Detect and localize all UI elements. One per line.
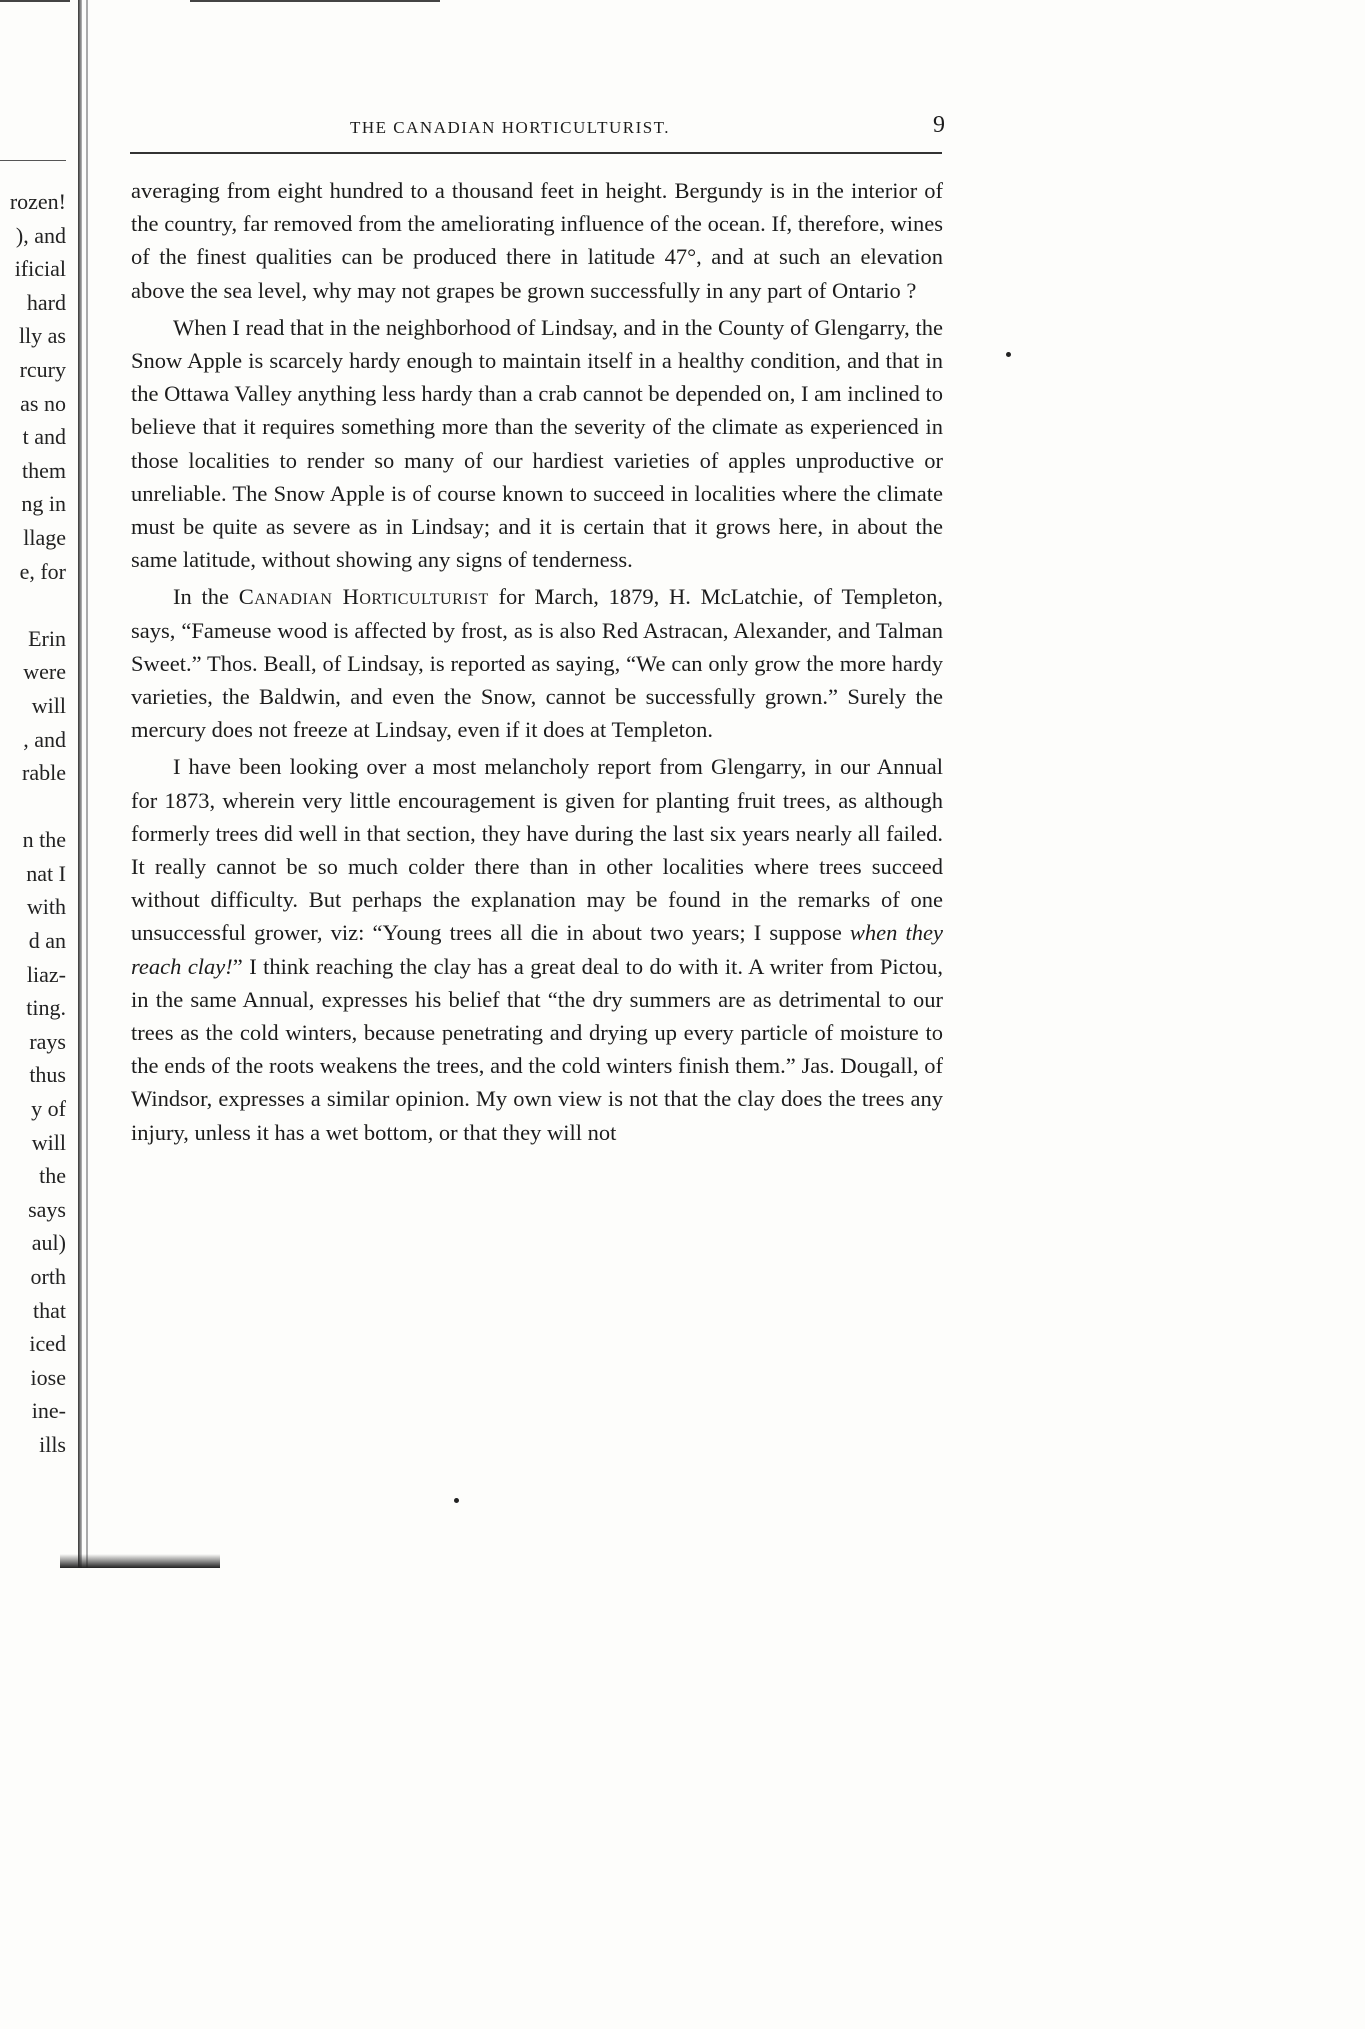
left-page-fragment: ng in [21, 491, 66, 517]
paragraph-text: for March, 1879, H. McLatchie, of Templeton, says, “Fameuse wood is affected by frost, as is also Red Astracan, Alexander, and Talman Sweet.” Thos. Beall, of Lindsay, is reported as saying, “We can only grow the more hardy varieties, the Baldwin, and even the Snow, cannot be successfully grown.” Surely the mercury does not freeze at Lindsay, even if it does at Templeton. [131, 584, 944, 743]
left-page-fragment: will [31, 1129, 66, 1155]
left-page-fragment: t and [22, 424, 66, 450]
left-page-fragment: ills [39, 1431, 66, 1457]
left-page-fragment: nat I [26, 860, 66, 886]
top-edge-rule-left [0, 0, 70, 2]
left-page-fragment: rable [22, 760, 66, 786]
paragraph-snow-apple: When I read that in the neighborhood of Lindsay, and in the County of Glengarry, the Snow Apple is scarcely hardy enough to maintain itself in a healthy condition, and that in the Ottawa Valley anything less hardy than a crab cannot be depended on, I am inclined to believe that it requires something more than the severity of the climate as experienced in those localities to render so many of our hardiest varieties of apples unproductive or unreliable. The Snow Apple is of course known to succeed in localities where the climate must be quite as severe as in Lindsay; and it is certain that it grows here, in about the same latitude, without showing any signs of tenderness. [131, 314, 943, 573]
left-page-fragment: the [39, 1163, 66, 1189]
left-page-fragment: liaz- [26, 961, 66, 987]
left-page-fragment: ), and [15, 222, 66, 248]
left-page-fragment: iose [30, 1364, 66, 1390]
left-page-fragment [0, 790, 66, 824]
page-number: 9 [933, 112, 945, 138]
left-page-fragment [0, 588, 66, 622]
left-page-fragment: thus [29, 1062, 66, 1088]
left-page-fragment: rcury [19, 356, 66, 382]
stray-ink-dot [1006, 352, 1011, 357]
left-page-rule [0, 160, 66, 161]
left-page-fragment: iced [29, 1331, 66, 1357]
left-page-fragment: llage [23, 524, 66, 550]
left-page-fragment: e, for [19, 558, 66, 584]
left-page-fragment: will [31, 692, 66, 718]
journal-title: Canadian Horticulturist [238, 584, 489, 610]
left-page-fragment: them [22, 457, 66, 483]
emphasized-quote: when they reach clay! [131, 920, 943, 979]
paragraph-text: In the [173, 584, 239, 610]
left-page-fragment: Erin [28, 625, 66, 651]
paragraph-text: I have been looking over a most melancholy report from Glengarry, in our Annual for 1873, wherein very little encouragement is given for planting fruit trees, as although formerly trees did well in that section, they have during the last six years nearly all failed. It really cannot be so much colder there than in other localities where trees succeed without difficulty. But perhaps the explanation may be found in the remarks of one unsuccessful grower, viz: “Young trees all die in about two years; I suppose [131, 754, 943, 946]
left-page-fragment: y of [31, 1096, 66, 1122]
left-page-fragments [0, 185, 66, 1462]
body-text [131, 174, 943, 1153]
left-page-fragment: rays [29, 1028, 66, 1054]
top-edge-rule-center [190, 0, 440, 2]
book-gutter-edge-inner [86, 0, 88, 1568]
binding-shadow [60, 1554, 220, 1568]
left-page-fragment: d an [28, 928, 66, 954]
left-page-fragment: with [26, 894, 66, 920]
book-gutter-edge [78, 0, 82, 1568]
header-rule [130, 152, 942, 154]
paragraph-mclatchie [131, 580, 943, 746]
left-page-fragment: orth [30, 1264, 66, 1289]
paragraph-glengarry [131, 750, 943, 1148]
left-page-fragment: lly as [18, 323, 66, 349]
stray-ink-dot [454, 1498, 459, 1503]
left-page-fragment: ine- [31, 1398, 66, 1424]
left-page-fragment: rozen! [9, 189, 66, 214]
left-page-fragment: says [28, 1196, 66, 1222]
left-page-fragment: , and [23, 726, 66, 752]
paragraph-text: ” I think reaching the clay has a great deal to do with it. A writer from Pictou, in the same Annual, expresses his belief that “the dry summers are as detrimental to our trees as the cold winters, because penetrating and drying up every particle of moisture to the ends of the roots weakens the trees, and the cold winters finish them.” Jas. Dougall, of Windsor, expresses a similar opinion. My own view is not that the clay does the trees any injury, unless it has a wet bottom, or that they will not [131, 953, 943, 1145]
page-header [130, 112, 945, 142]
left-page-fragment: ificial [14, 256, 66, 282]
left-page-fragment: ting. [26, 995, 66, 1021]
left-page-fragment: were [23, 659, 66, 685]
left-page-fragment: hard [26, 289, 66, 315]
left-page-fragment: that [33, 1297, 66, 1323]
left-page-fragment: as no [20, 390, 66, 416]
left-page-fragment: n the [22, 827, 66, 853]
paragraph-continued: averaging from eight hundred to a thousand feet in height. Bergundy is in the interior of the country, far removed from the ameliorating influence of the ocean. If, therefore, wines of the finest qualities can be produced there in latitude 47°, and at such an elevation above the sea level, why may not grapes be grown successfully in any part of Ontario ? [131, 178, 943, 303]
running-title: THE CANADIAN HORTICULTURIST. [350, 118, 671, 137]
left-page-fragment: aul) [31, 1230, 66, 1256]
